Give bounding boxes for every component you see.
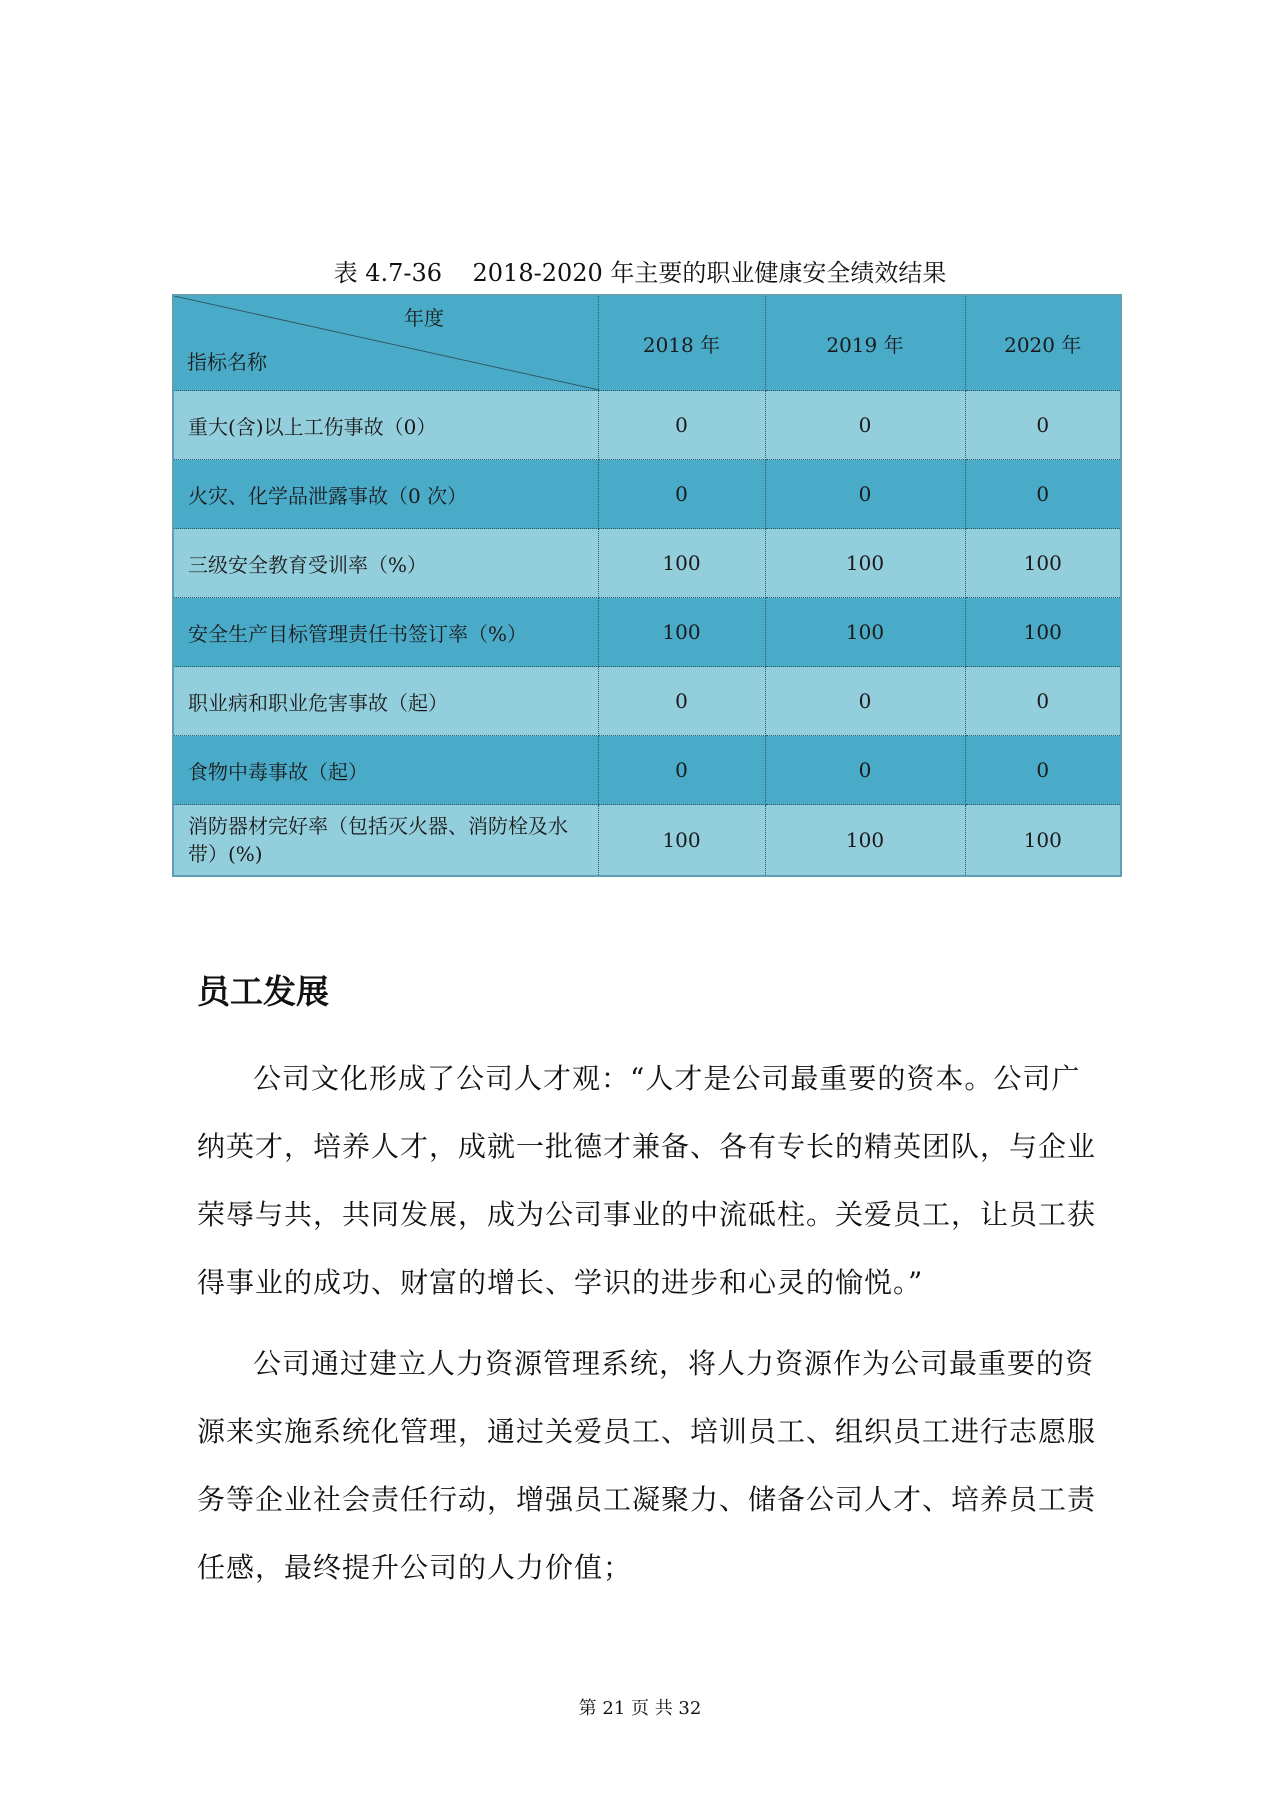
value-2019: 100: [765, 529, 965, 598]
table-caption: 表 4.7-36 2018-2020 年主要的职业健康安全绩效结果: [333, 259, 947, 287]
value-2018: 0: [598, 460, 765, 529]
table-row: [173, 598, 1121, 667]
diagonal-line: [174, 296, 599, 390]
value-2020: 100: [965, 805, 1121, 877]
value-2019: 0: [765, 667, 965, 736]
table-row: [173, 391, 1121, 460]
indicator-name: 消防器材完好率（包括灭火器、消防栓及水带）(%): [173, 805, 598, 877]
indicator-name: 火灾、化学品泄露事故（0 次）: [173, 460, 598, 529]
value-2019: 0: [765, 460, 965, 529]
diagonal-header-cell: [173, 295, 598, 391]
value-2018: 0: [598, 736, 765, 805]
table-row: [173, 460, 1121, 529]
body-paragraph: 公司通过建立人力资源管理系统，将人力资源作为公司最重要的资源来实施系统化管理，通过关爱员工、培训员工、组织员工进行志愿服务等企业社会责任行动，增强员工凝聚力、储备公司人才、培养员工责任感，最终提升公司的人力价值；: [197, 1347, 1097, 1584]
year-header-label: 年度: [404, 306, 444, 330]
value-2019: 0: [765, 736, 965, 805]
value-2018: 0: [598, 667, 765, 736]
indicator-name: 职业病和职业危害事故（起）: [173, 667, 598, 736]
indicator-name: 安全生产目标管理责任书签订率（%）: [173, 598, 598, 667]
value-2019: 100: [765, 598, 965, 667]
body-paragraph: 公司文化形成了公司人才观：“人才是公司最重要的资本。公司广纳英才，培养人才，成就一批德才兼备、各有专长的精英团队，与企业荣辱与共，共同发展，成为公司事业的中流砥柱。关爱员工，让员工获得事业的成功、财富的增长、学识的进步和心灵的愉悦。”: [197, 1062, 1097, 1299]
value-2020: 0: [965, 736, 1121, 805]
page-number: 第 21 页 共 32: [578, 1698, 702, 1719]
section-title: 员工发展: [197, 972, 329, 1011]
value-2020: 0: [965, 391, 1121, 460]
value-2020: 100: [965, 598, 1121, 667]
indicator-name: 食物中毒事故（起）: [173, 736, 598, 805]
value-2018: 100: [598, 529, 765, 598]
table-row: [173, 529, 1121, 598]
value-2018: 0: [598, 391, 765, 460]
indicator-header-label: 指标名称: [187, 350, 267, 374]
value-2020: 0: [965, 667, 1121, 736]
safety-performance-table: [172, 294, 1122, 877]
year-header-2019: 2019 年: [765, 295, 965, 391]
value-2019: 100: [765, 805, 965, 877]
indicator-name: 三级安全教育受训率（%）: [173, 529, 598, 598]
indicator-name: 重大(含)以上工伤事故（0）: [173, 391, 598, 460]
year-header-2018: 2018 年: [598, 295, 765, 391]
table-row: [173, 667, 1121, 736]
value-2020: 0: [965, 460, 1121, 529]
table-row: [173, 805, 1121, 877]
year-header-2020: 2020 年: [965, 295, 1121, 391]
value-2020: 100: [965, 529, 1121, 598]
table-header-row: [173, 295, 1121, 391]
value-2018: 100: [598, 598, 765, 667]
value-2019: 0: [765, 391, 965, 460]
table-row: [173, 736, 1121, 805]
value-2018: 100: [598, 805, 765, 877]
